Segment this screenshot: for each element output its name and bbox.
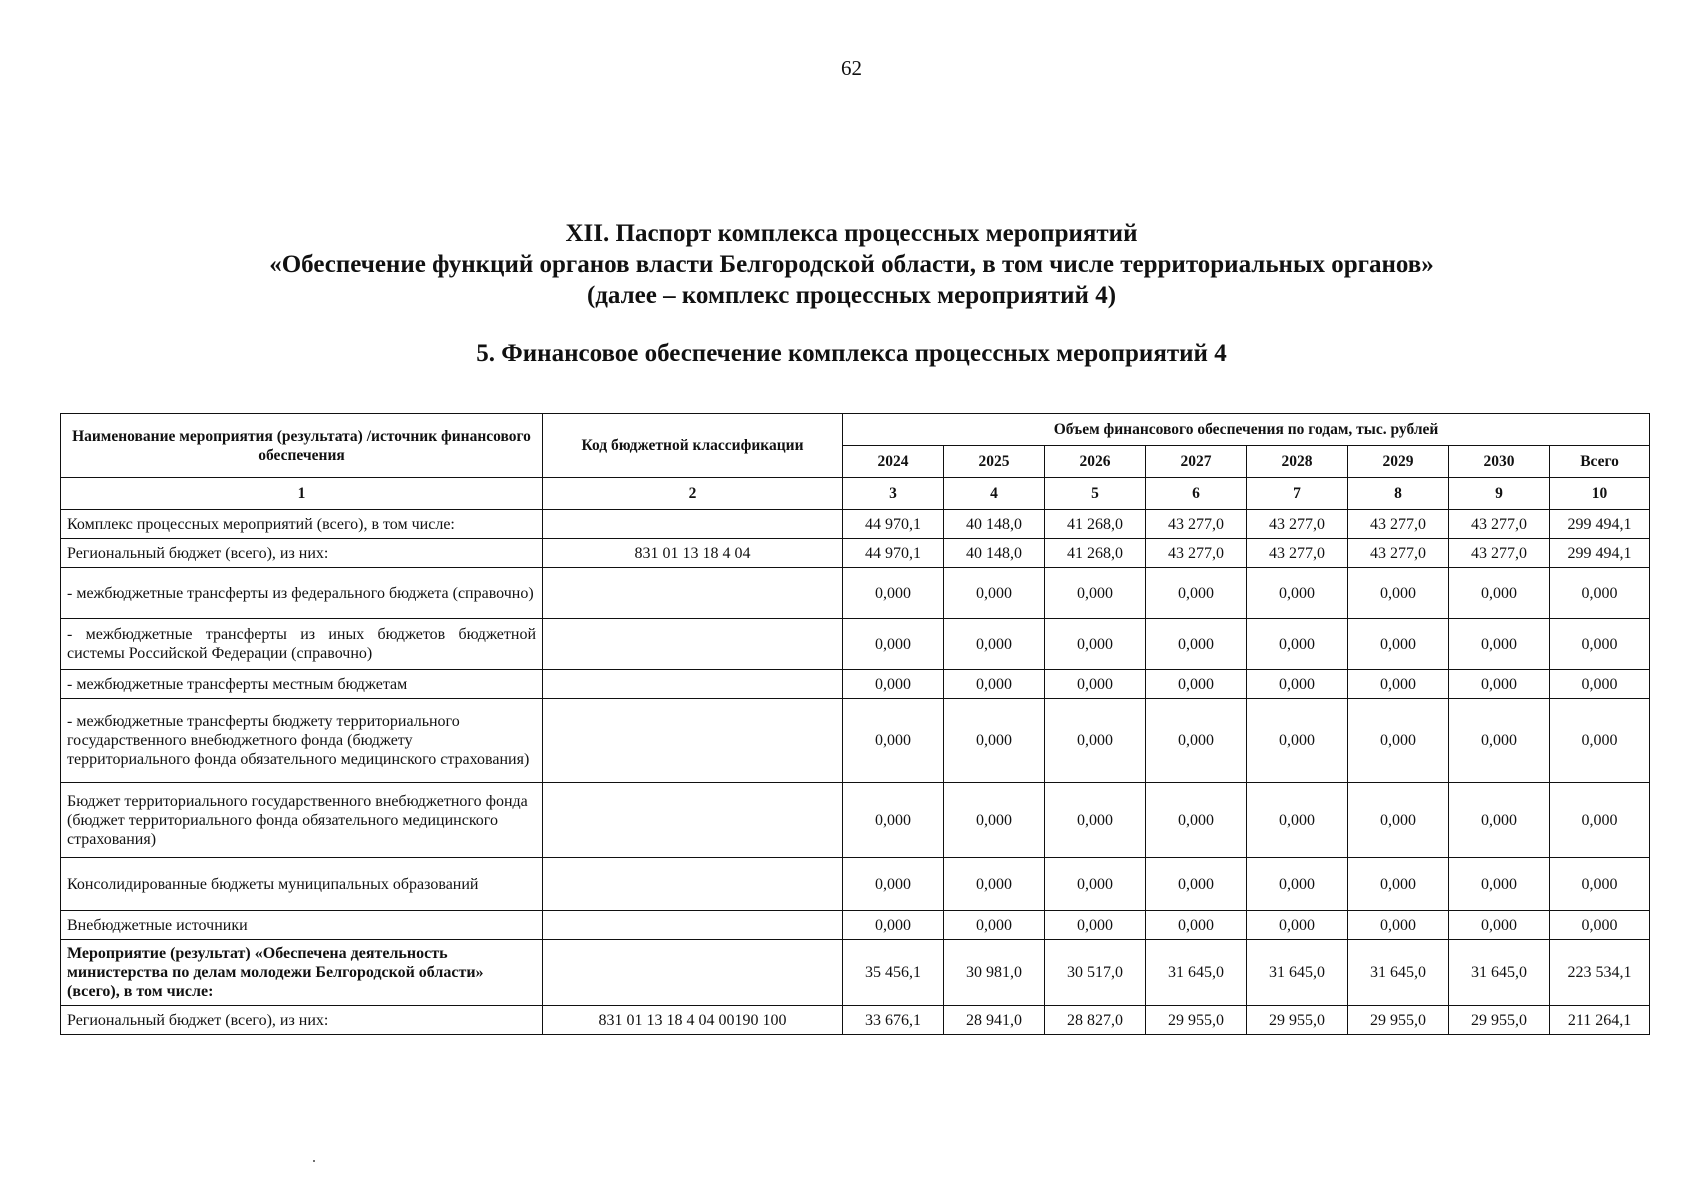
row-value: 0,000 bbox=[944, 699, 1045, 783]
row-name: Комплекс процессных мероприятий (всего), в том числе: bbox=[61, 510, 543, 539]
row-name: - межбюджетные трансферты бюджету территориального государственного внебюджетного фонда (бюджету территориального фонда обязательного медицинского страхования) bbox=[61, 699, 543, 783]
row-value: 0,000 bbox=[1449, 858, 1550, 911]
row-value: 0,000 bbox=[1449, 568, 1550, 619]
row-total: 211 264,1 bbox=[1550, 1006, 1650, 1035]
table-row bbox=[61, 940, 1650, 1006]
row-value: 43 277,0 bbox=[1146, 510, 1247, 539]
row-value: 35 456,1 bbox=[843, 940, 944, 1006]
row-code bbox=[543, 619, 843, 670]
row-value: 0,000 bbox=[944, 858, 1045, 911]
row-value: 29 955,0 bbox=[1247, 1006, 1348, 1035]
row-value: 0,000 bbox=[1247, 911, 1348, 940]
row-value: 0,000 bbox=[843, 858, 944, 911]
table-row bbox=[61, 539, 1650, 568]
row-value: 43 277,0 bbox=[1247, 539, 1348, 568]
row-value: 43 277,0 bbox=[1348, 510, 1449, 539]
header-volume: Объем финансового обеспечения по годам, тыс. рублей bbox=[843, 414, 1650, 446]
row-code bbox=[543, 670, 843, 699]
row-value: 0,000 bbox=[1348, 670, 1449, 699]
row-name: Мероприятие (результат) «Обеспечена деятельность министерства по делам молодежи Белгородской области» (всего), в том числе: bbox=[61, 940, 543, 1006]
row-value: 43 277,0 bbox=[1348, 539, 1449, 568]
row-value: 0,000 bbox=[1146, 699, 1247, 783]
row-value: 0,000 bbox=[1146, 619, 1247, 670]
header-code: Код бюджетной классификации bbox=[543, 414, 843, 478]
row-value: 30 981,0 bbox=[944, 940, 1045, 1006]
row-value: 41 268,0 bbox=[1045, 510, 1146, 539]
row-value: 41 268,0 bbox=[1045, 539, 1146, 568]
column-index: 7 bbox=[1247, 478, 1348, 510]
row-total: 299 494,1 bbox=[1550, 539, 1650, 568]
row-value: 0,000 bbox=[1247, 783, 1348, 858]
row-value: 28 941,0 bbox=[944, 1006, 1045, 1035]
row-total: 0,000 bbox=[1550, 670, 1650, 699]
row-value: 0,000 bbox=[1045, 699, 1146, 783]
row-value: 0,000 bbox=[1449, 670, 1550, 699]
row-value: 0,000 bbox=[1348, 911, 1449, 940]
row-value: 0,000 bbox=[1348, 568, 1449, 619]
row-value: 0,000 bbox=[1449, 699, 1550, 783]
section-title: 5. Финансовое обеспечение комплекса процессных мероприятий 4 bbox=[476, 340, 1227, 367]
column-index: 2 bbox=[543, 478, 843, 510]
page-number: 62 bbox=[841, 56, 862, 80]
row-value: 0,000 bbox=[1348, 858, 1449, 911]
row-value: 0,000 bbox=[944, 670, 1045, 699]
table-row bbox=[61, 699, 1650, 783]
row-total: 0,000 bbox=[1550, 911, 1650, 940]
row-value: 43 277,0 bbox=[1449, 510, 1550, 539]
table-row bbox=[61, 911, 1650, 940]
column-index: 1 bbox=[61, 478, 543, 510]
row-total: 299 494,1 bbox=[1550, 510, 1650, 539]
financing-table bbox=[60, 413, 1650, 1035]
row-code bbox=[543, 858, 843, 911]
row-value: 43 277,0 bbox=[1146, 539, 1247, 568]
row-value: 0,000 bbox=[1146, 670, 1247, 699]
row-value: 0,000 bbox=[1247, 619, 1348, 670]
header-year: 2029 bbox=[1348, 446, 1449, 478]
row-value: 0,000 bbox=[1247, 699, 1348, 783]
row-value: 44 970,1 bbox=[843, 510, 944, 539]
row-value: 33 676,1 bbox=[843, 1006, 944, 1035]
row-value: 31 645,0 bbox=[1146, 940, 1247, 1006]
table-row bbox=[61, 858, 1650, 911]
row-code: 831 01 13 18 4 04 bbox=[543, 539, 843, 568]
row-value: 0,000 bbox=[1449, 911, 1550, 940]
row-total: 0,000 bbox=[1550, 568, 1650, 619]
table-row bbox=[61, 783, 1650, 858]
row-value: 43 277,0 bbox=[1247, 510, 1348, 539]
row-value: 0,000 bbox=[1045, 670, 1146, 699]
row-code bbox=[543, 699, 843, 783]
row-code bbox=[543, 940, 843, 1006]
column-index: 6 bbox=[1146, 478, 1247, 510]
heading-line-2: «Обеспечение функций органов власти Белгородской области, в том числе территориальных органов» bbox=[269, 251, 1434, 278]
passport-heading bbox=[0, 218, 1703, 311]
row-value: 28 827,0 bbox=[1045, 1006, 1146, 1035]
column-index: 8 bbox=[1348, 478, 1449, 510]
row-total: 0,000 bbox=[1550, 699, 1650, 783]
row-value: 0,000 bbox=[1045, 858, 1146, 911]
header-total: Всего bbox=[1550, 446, 1650, 478]
row-value: 0,000 bbox=[1348, 619, 1449, 670]
row-value: 0,000 bbox=[944, 568, 1045, 619]
column-index: 3 bbox=[843, 478, 944, 510]
row-value: 0,000 bbox=[1146, 568, 1247, 619]
row-name: Бюджет территориального государственного внебюджетного фонда (бюджет территориального фонда обязательного медицинского страхования) bbox=[61, 783, 543, 858]
row-value: 0,000 bbox=[944, 619, 1045, 670]
table-row bbox=[61, 568, 1650, 619]
row-code bbox=[543, 911, 843, 940]
row-value: 44 970,1 bbox=[843, 539, 944, 568]
header-name: Наименование мероприятия (результата) /источник финансового обеспечения bbox=[61, 414, 543, 478]
table-row bbox=[61, 1006, 1650, 1035]
row-value: 29 955,0 bbox=[1449, 1006, 1550, 1035]
scan-speck bbox=[313, 1160, 315, 1162]
row-value: 40 148,0 bbox=[944, 510, 1045, 539]
heading-line-1: XII. Паспорт комплекса процессных мероприятий bbox=[565, 220, 1138, 247]
header-year: 2028 bbox=[1247, 446, 1348, 478]
row-value: 0,000 bbox=[843, 670, 944, 699]
row-value: 0,000 bbox=[1045, 783, 1146, 858]
row-name: - межбюджетные трансферты из иных бюджетов бюджетной системы Российской Федерации (справочно) bbox=[61, 619, 543, 670]
row-total: 0,000 bbox=[1550, 783, 1650, 858]
row-value: 0,000 bbox=[1449, 783, 1550, 858]
header-year: 2027 bbox=[1146, 446, 1247, 478]
row-value: 0,000 bbox=[843, 619, 944, 670]
row-value: 0,000 bbox=[843, 911, 944, 940]
row-name: - межбюджетные трансферты местным бюджетам bbox=[61, 670, 543, 699]
row-name: Региональный бюджет (всего), из них: bbox=[61, 539, 543, 568]
row-value: 0,000 bbox=[1146, 911, 1247, 940]
row-value: 30 517,0 bbox=[1045, 940, 1146, 1006]
header-year: 2030 bbox=[1449, 446, 1550, 478]
table-row bbox=[61, 510, 1650, 539]
heading-line-3: (далее – комплекс процессных мероприятий 4) bbox=[586, 282, 1117, 309]
row-name: - межбюджетные трансферты из федерального бюджета (справочно) bbox=[61, 568, 543, 619]
row-value: 31 645,0 bbox=[1449, 940, 1550, 1006]
row-value: 0,000 bbox=[1247, 858, 1348, 911]
row-code bbox=[543, 783, 843, 858]
row-code: 831 01 13 18 4 04 00190 100 bbox=[543, 1006, 843, 1035]
row-value: 0,000 bbox=[1348, 783, 1449, 858]
row-name: Региональный бюджет (всего), из них: bbox=[61, 1006, 543, 1035]
row-name: Внебюджетные источники bbox=[61, 911, 543, 940]
row-value: 0,000 bbox=[1146, 858, 1247, 911]
row-value: 0,000 bbox=[1449, 619, 1550, 670]
header-year: 2024 bbox=[843, 446, 944, 478]
row-value: 29 955,0 bbox=[1146, 1006, 1247, 1035]
row-value: 0,000 bbox=[1045, 911, 1146, 940]
row-value: 0,000 bbox=[1247, 568, 1348, 619]
row-value: 0,000 bbox=[843, 568, 944, 619]
row-total: 0,000 bbox=[1550, 619, 1650, 670]
row-value: 0,000 bbox=[1247, 670, 1348, 699]
row-value: 0,000 bbox=[843, 783, 944, 858]
column-index: 10 bbox=[1550, 478, 1650, 510]
row-name: Консолидированные бюджеты муниципальных образований bbox=[61, 858, 543, 911]
row-value: 0,000 bbox=[1348, 699, 1449, 783]
table-body bbox=[61, 510, 1650, 1035]
table-row bbox=[61, 619, 1650, 670]
row-value: 31 645,0 bbox=[1348, 940, 1449, 1006]
row-code bbox=[543, 510, 843, 539]
row-value: 0,000 bbox=[843, 699, 944, 783]
header-year: 2026 bbox=[1045, 446, 1146, 478]
row-value: 0,000 bbox=[1045, 619, 1146, 670]
row-value: 40 148,0 bbox=[944, 539, 1045, 568]
row-value: 0,000 bbox=[1146, 783, 1247, 858]
column-index: 5 bbox=[1045, 478, 1146, 510]
row-value: 0,000 bbox=[944, 783, 1045, 858]
row-value: 0,000 bbox=[944, 911, 1045, 940]
row-value: 31 645,0 bbox=[1247, 940, 1348, 1006]
row-value: 29 955,0 bbox=[1348, 1006, 1449, 1035]
column-index: 9 bbox=[1449, 478, 1550, 510]
row-total: 0,000 bbox=[1550, 858, 1650, 911]
row-code bbox=[543, 568, 843, 619]
row-total: 223 534,1 bbox=[1550, 940, 1650, 1006]
row-value: 43 277,0 bbox=[1449, 539, 1550, 568]
row-value: 0,000 bbox=[1045, 568, 1146, 619]
column-index: 4 bbox=[944, 478, 1045, 510]
header-year: 2025 bbox=[944, 446, 1045, 478]
table-row bbox=[61, 670, 1650, 699]
